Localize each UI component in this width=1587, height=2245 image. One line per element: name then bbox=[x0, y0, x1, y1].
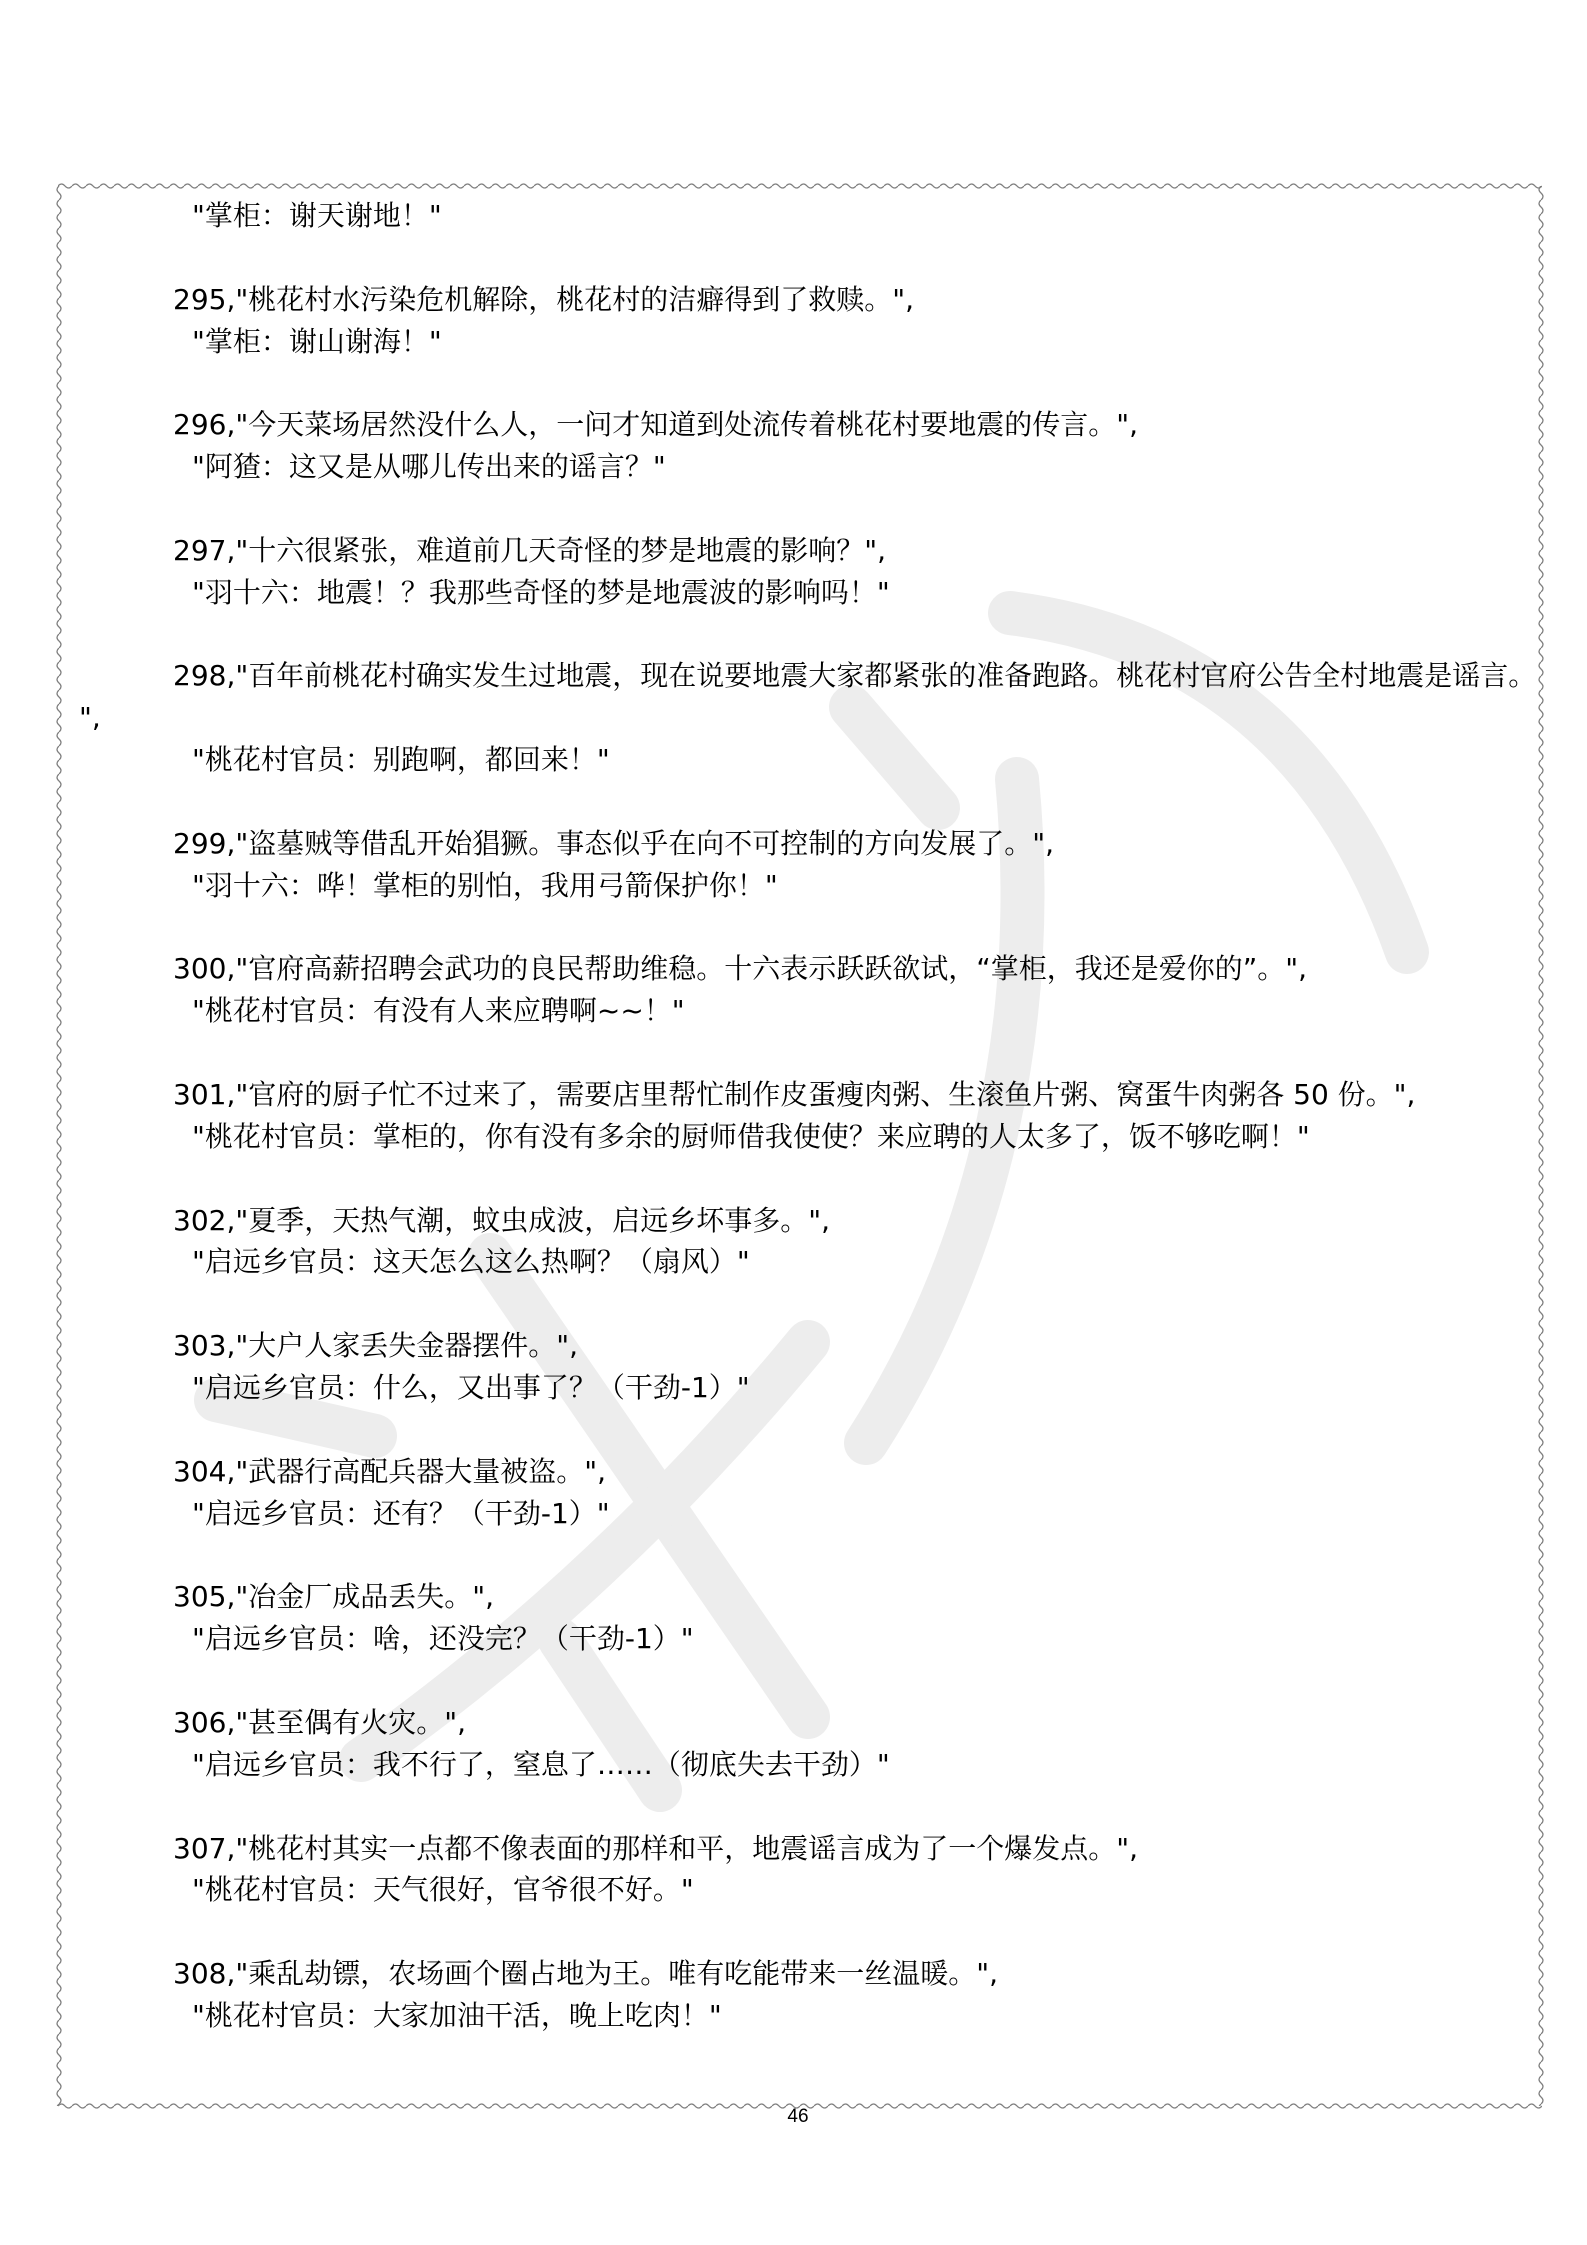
entry-300-reply: "桃花村官员：有没有人来应聘啊~~！" bbox=[192, 994, 685, 1028]
entry-296-reply: "阿猹：这又是从哪儿传出来的谣言？" bbox=[192, 450, 666, 484]
entry-301-text: 301,"官府的厨子忙不过来了，需要店里帮忙制作皮蛋瘦肉粥、生滚鱼片粥、窝蛋牛肉粥各 50 份。", bbox=[173, 1078, 1416, 1112]
entry-306-text: 306,"甚至偶有火灾。", bbox=[173, 1705, 467, 1739]
entry-307-text: 307,"桃花村其实一点都不像表面的那样和平，地震谣言成为了一个爆发点。", bbox=[173, 1831, 1139, 1865]
entry-307-reply: "桃花村官员：天气很好，官爷很不好。" bbox=[192, 1873, 694, 1907]
entry-297-reply: "羽十六：地震！？我那些奇怪的梦是地震波的影响吗！" bbox=[192, 575, 890, 609]
line-spacer bbox=[0, 1535, 1587, 1577]
entry-299-reply: "羽十六：哗！掌柜的别怕，我用弓箭保护你！" bbox=[192, 868, 778, 902]
line-spacer bbox=[0, 781, 1587, 823]
entry-302-text: 302,"夏季，天热气潮，蚊虫成波，启远乡坏事多。", bbox=[173, 1203, 831, 1237]
entry-296-text: 296,"今天菜场居然没什么人，一问才知道到处流传着桃花村要地震的传言。", bbox=[173, 408, 1139, 442]
entry-295-reply: "掌柜：谢山谢海！" bbox=[192, 324, 442, 358]
line-spacer bbox=[0, 614, 1587, 656]
entry-308-text: 308,"乘乱劫镖，农场画个圈占地为王。唯有吃能带来一丝温暖。", bbox=[173, 1957, 999, 1991]
line-spacer bbox=[0, 1911, 1587, 1953]
entry-305-text: 305,"冶金厂成品丢失。", bbox=[173, 1580, 495, 1614]
entry-304-reply: "启远乡官员：还有？（干劲-1）" bbox=[192, 1496, 610, 1530]
entry-299-text: 299,"盗墓贼等借乱开始猖獗。事态似乎在向不可控制的方向发展了。", bbox=[173, 826, 1055, 860]
entry-303-reply: "启远乡官员：什么，又出事了？（干劲-1）" bbox=[192, 1371, 750, 1405]
entry-298-text: 298,"百年前桃花村确实发生过地震，现在说要地震大家都紧张的准备跑路。桃花村官府公告全村地震是谣言。 bbox=[173, 659, 1537, 693]
entry-301-reply: "桃花村官员：掌柜的，你有没有多余的厨师借我使使？来应聘的人太多了，饭不够吃啊！" bbox=[192, 1119, 1310, 1153]
frame-top-border bbox=[58, 181, 1542, 191]
document-body bbox=[0, 195, 1587, 2037]
entry-297-text: 297,"十六很紧张，难道前几天奇怪的梦是地震的影响？", bbox=[173, 533, 887, 567]
continued-reply: "掌柜：谢天谢地！" bbox=[192, 199, 442, 232]
entry-304-text: 304,"武器行高配兵器大量被盗。", bbox=[173, 1454, 607, 1488]
line-spacer bbox=[0, 1158, 1587, 1200]
entry-295-text: 295,"桃花村水污染危机解除，桃花村的洁癖得到了救赎。", bbox=[173, 282, 915, 316]
page-number: 46 bbox=[787, 2106, 809, 2127]
line-spacer bbox=[0, 1283, 1587, 1325]
entry-302-reply: "启远乡官员：这天怎么这么热啊？（扇风）" bbox=[192, 1245, 750, 1279]
entry-303-text: 303,"大户人家丢失金器摆件。", bbox=[173, 1329, 579, 1363]
entry-298-text-wrap: ", bbox=[79, 701, 101, 735]
line-spacer bbox=[0, 488, 1587, 530]
line-spacer bbox=[0, 237, 1587, 279]
entry-300-text: 300,"官府高薪招聘会武功的良民帮助维稳。十六表示跃跃欲试，“掌柜，我还是爱你的”。", bbox=[173, 952, 1308, 986]
line-spacer bbox=[0, 1786, 1587, 1828]
entry-308-reply: "桃花村官员：大家加油干活，晚上吃肉！" bbox=[192, 1998, 722, 2032]
entry-306-reply: "启远乡官员：我不行了，窒息了……（彻底失去干劲）" bbox=[192, 1747, 890, 1781]
line-spacer bbox=[0, 1409, 1587, 1451]
line-spacer bbox=[0, 907, 1587, 949]
entry-298-reply: "桃花村官员：别跑啊，都回来！" bbox=[192, 743, 610, 777]
line-spacer bbox=[0, 362, 1587, 404]
entry-305-reply: "启远乡官员：啥，还没完？（干劲-1）" bbox=[192, 1622, 694, 1656]
line-spacer bbox=[0, 1660, 1587, 1702]
line-spacer bbox=[0, 1032, 1587, 1074]
